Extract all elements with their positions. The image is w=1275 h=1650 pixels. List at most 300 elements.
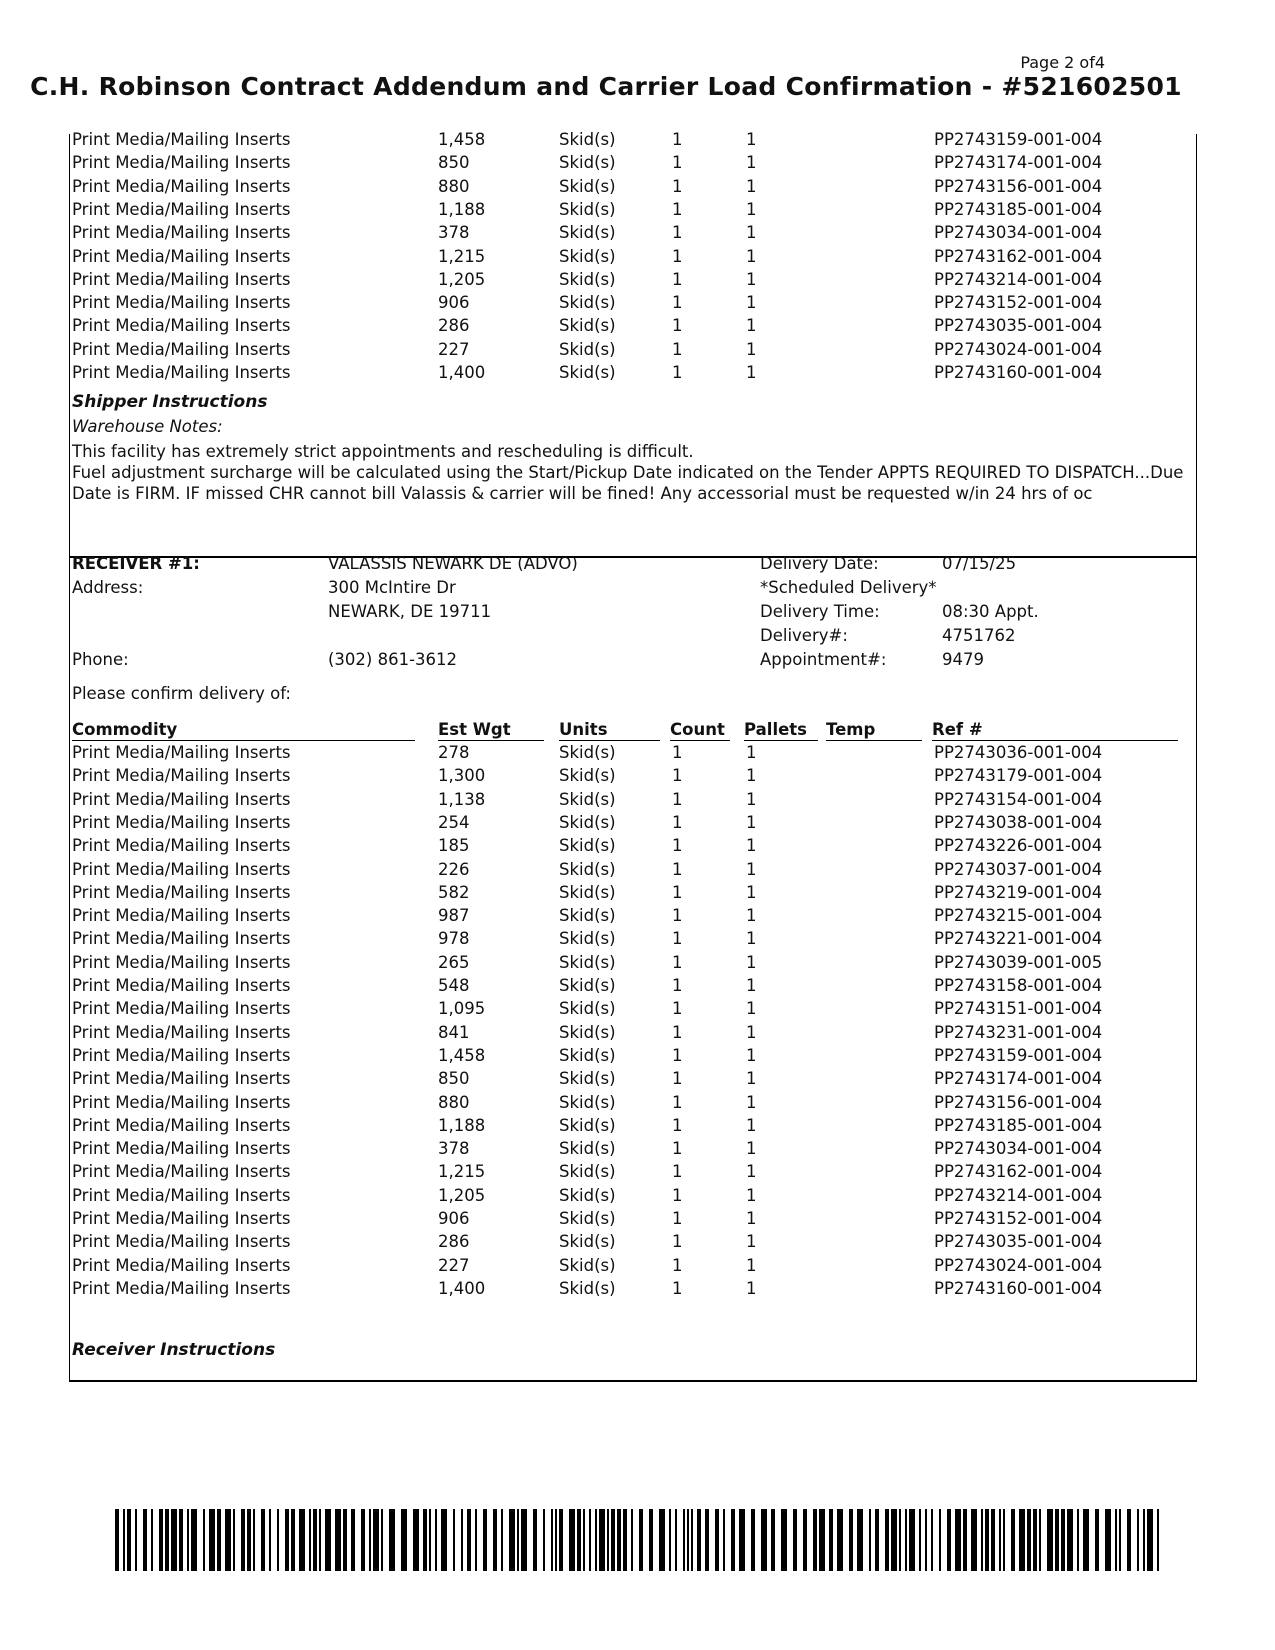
barcode-bar [555, 1509, 557, 1571]
barcode-bar [559, 1509, 563, 1571]
ref-cell: PP2743158-001-004 [934, 976, 1103, 995]
barcode-bar [1019, 1509, 1025, 1571]
barcode-bar [1115, 1509, 1117, 1571]
barcode-bar [1039, 1509, 1041, 1571]
table-row [70, 997, 1196, 1021]
est-wgt-cell: 378 [438, 1139, 470, 1159]
col-units: Units [559, 718, 660, 741]
commodity-cell: Print Media/Mailing Inserts [72, 223, 291, 243]
ref-cell: PP2743221-001-004 [934, 929, 1103, 949]
table-row [70, 268, 1196, 292]
commodity-cell: Print Media/Mailing Inserts [72, 316, 291, 336]
barcode-bar [731, 1509, 735, 1571]
est-wgt-cell: 906 [438, 293, 470, 313]
barcode-bar [261, 1509, 265, 1571]
commodity-cell: Print Media/Mailing Inserts [72, 789, 291, 809]
barcode-bar [589, 1509, 591, 1571]
pallets-cell: 1 [746, 812, 757, 832]
address-line-1: 300 McIntire Dr [328, 578, 456, 597]
barcode-bar [171, 1509, 177, 1571]
ref-cell: PP2743179-001-004 [934, 766, 1103, 786]
units-cell: Skid(s) [559, 199, 616, 219]
commodity-cell: Print Media/Mailing Inserts [72, 859, 291, 879]
barcode-bar [631, 1509, 633, 1571]
warehouse-note-2: Fuel adjustment surcharge will be calculated using the Start/Pickup Date indicated on the Tender APPTS REQUIRED TO DISPATCH...Due Date is FIRM. IF missed CHR cannot bill Valassis & carrier will be fined! Any accessorial must be requested w/in 24 hrs of oc [72, 463, 1184, 503]
barcode-bar [849, 1509, 853, 1571]
commodity-cell: Print Media/Mailing Inserts [72, 1092, 291, 1112]
barcode-bar [285, 1509, 289, 1571]
barcode-bar [1067, 1509, 1073, 1571]
table-row [70, 198, 1196, 222]
barcode-bar [461, 1509, 463, 1571]
est-wgt-cell: 278 [438, 743, 470, 762]
est-wgt-cell: 1,205 [438, 269, 486, 289]
commodity-cell: Print Media/Mailing Inserts [72, 1139, 291, 1159]
pallets-cell: 1 [746, 223, 757, 243]
barcode-bar [697, 1509, 701, 1571]
barcode-bar [793, 1509, 797, 1571]
pallets-cell: 1 [746, 836, 757, 856]
est-wgt-cell: 227 [438, 339, 470, 359]
barcode-bar [687, 1509, 689, 1571]
barcode-bar [899, 1509, 901, 1571]
barcode-bar [335, 1509, 341, 1571]
count-cell: 1 [672, 952, 683, 972]
barcode-bar [509, 1509, 515, 1571]
units-cell: Skid(s) [559, 952, 616, 972]
pallets-cell: 1 [746, 1069, 757, 1089]
ref-cell: PP2743024-001-004 [934, 1255, 1103, 1275]
pallets-cell: 1 [746, 1185, 757, 1205]
barcode-bar [985, 1509, 989, 1571]
pallets-cell: 1 [746, 130, 757, 149]
pallets-cell: 1 [746, 929, 757, 949]
shipper-instructions-heading: Shipper Instructions [72, 392, 268, 412]
barcode-bar [675, 1509, 677, 1571]
count-cell: 1 [672, 153, 683, 173]
receiver-section [69, 556, 1197, 1382]
page-number: Page 2 of4 [1020, 53, 1105, 72]
document-title: C.H. Robinson Contract Addendum and Carrier Load Confirmation - #521602501 [30, 72, 1182, 101]
barcode-bar [905, 1509, 907, 1571]
est-wgt-cell: 1,095 [438, 999, 486, 1019]
barcode-bar [771, 1509, 775, 1571]
barcode-bar [381, 1509, 383, 1571]
pallets-cell: 1 [746, 339, 757, 359]
est-wgt-cell: 254 [438, 812, 470, 832]
ref-cell: PP2743024-001-004 [934, 339, 1103, 359]
pallets-cell: 1 [746, 906, 757, 926]
table-row [70, 175, 1196, 199]
est-wgt-cell: 185 [438, 836, 470, 856]
delivery-date-value: 07/15/25 [942, 554, 1017, 573]
barcode-bar [829, 1509, 833, 1571]
barcode-bar [179, 1509, 183, 1571]
est-wgt-cell: 906 [438, 1209, 470, 1228]
units-cell: Skid(s) [559, 882, 616, 902]
table-row [70, 1277, 1196, 1301]
count-cell: 1 [672, 199, 683, 219]
est-wgt-cell: 1,215 [438, 1162, 486, 1182]
barcode-bar [247, 1509, 251, 1571]
barcode-bar [761, 1509, 767, 1571]
barcode-image [115, 1509, 1159, 1571]
est-wgt-cell: 1,400 [438, 1278, 486, 1298]
pallets-cell: 1 [746, 153, 757, 173]
count-cell: 1 [672, 882, 683, 902]
pallets-cell: 1 [746, 1255, 757, 1275]
pallets-cell: 1 [746, 1092, 757, 1112]
pallets-cell: 1 [746, 1139, 757, 1159]
barcode-bar [343, 1509, 347, 1571]
barcode-bar [669, 1509, 671, 1571]
count-cell: 1 [672, 1162, 683, 1182]
barcode-bar [551, 1509, 553, 1571]
ref-cell: PP2743039-001-005 [934, 952, 1103, 972]
address-label: Address: [72, 578, 144, 597]
barcode-bar [187, 1509, 189, 1571]
est-wgt-cell: 880 [438, 1092, 470, 1112]
table-row [70, 741, 1196, 765]
est-wgt-cell: 841 [438, 1022, 470, 1042]
phone-label: Phone: [72, 650, 129, 669]
barcode-bar [723, 1509, 725, 1571]
barcode-bar [837, 1509, 843, 1571]
barcode-bar [123, 1509, 125, 1571]
table-row [70, 1044, 1196, 1068]
table-row [70, 881, 1196, 905]
units-cell: Skid(s) [559, 859, 616, 879]
barcode-bar [313, 1509, 317, 1571]
ref-cell: PP2743219-001-004 [934, 882, 1103, 902]
ref-cell: PP2743185-001-004 [934, 199, 1103, 219]
commodity-cell: Print Media/Mailing Inserts [72, 130, 291, 149]
ref-cell: PP2743038-001-004 [934, 812, 1103, 832]
pallets-cell: 1 [746, 1232, 757, 1252]
count-cell: 1 [672, 812, 683, 832]
table-row [70, 361, 1196, 385]
units-cell: Skid(s) [559, 1115, 616, 1135]
units-cell: Skid(s) [559, 153, 616, 173]
pallets-cell: 1 [746, 1209, 757, 1228]
pallets-cell: 1 [746, 199, 757, 219]
barcode-bar [1095, 1509, 1099, 1571]
barcode-bar [1143, 1509, 1145, 1571]
scheduled-delivery-note: *Scheduled Delivery* [760, 578, 937, 597]
table-row [70, 221, 1196, 245]
barcode-bar [683, 1509, 685, 1571]
count-cell: 1 [672, 789, 683, 809]
est-wgt-cell: 286 [438, 1232, 470, 1252]
barcode-bar [389, 1509, 395, 1571]
barcode-bar [1137, 1509, 1139, 1571]
barcode-bar [955, 1509, 961, 1571]
barcode-bar [919, 1509, 921, 1571]
ref-cell: PP2743156-001-004 [934, 1092, 1103, 1112]
barcode-bar [115, 1509, 119, 1571]
est-wgt-cell: 378 [438, 223, 470, 243]
count-cell: 1 [672, 976, 683, 995]
units-cell: Skid(s) [559, 1209, 616, 1228]
units-cell: Skid(s) [559, 1255, 616, 1275]
commodity-cell: Print Media/Mailing Inserts [72, 1278, 291, 1298]
units-cell: Skid(s) [559, 176, 616, 196]
commodity-cell: Print Media/Mailing Inserts [72, 1069, 291, 1089]
col-est-wgt: Est Wgt [438, 718, 544, 741]
barcode-bar [1033, 1509, 1037, 1571]
ref-cell: PP2743226-001-004 [934, 836, 1103, 856]
barcode-bar [203, 1509, 205, 1571]
barcode-bar [253, 1509, 255, 1571]
col-count: Count [670, 718, 730, 741]
pallets-cell: 1 [746, 1115, 757, 1135]
count-cell: 1 [672, 859, 683, 879]
commodity-cell: Print Media/Mailing Inserts [72, 176, 291, 196]
units-cell: Skid(s) [559, 976, 616, 995]
barcode-bar [1047, 1509, 1053, 1571]
address-line-2: NEWARK, DE 19711 [328, 602, 492, 621]
barcode-bar [599, 1509, 605, 1571]
barcode-bar [127, 1509, 131, 1571]
units-cell: Skid(s) [559, 339, 616, 359]
barcode-bar [543, 1509, 545, 1571]
barcode-bar [705, 1509, 709, 1571]
count-cell: 1 [672, 1139, 683, 1159]
count-cell: 1 [672, 1115, 683, 1135]
barcode-bar [999, 1509, 1001, 1571]
table-row [70, 1207, 1196, 1231]
table-row [70, 245, 1196, 269]
pallets-cell: 1 [746, 1045, 757, 1065]
barcode-bar [981, 1509, 983, 1571]
commodity-cell: Print Media/Mailing Inserts [72, 952, 291, 972]
commodity-cell: Print Media/Mailing Inserts [72, 339, 291, 359]
pallets-cell: 1 [746, 1162, 757, 1182]
ref-cell: PP2743037-001-004 [934, 859, 1103, 879]
barcode-bar [159, 1509, 163, 1571]
barcode-bar [373, 1509, 379, 1571]
barcode-bar [441, 1509, 447, 1571]
barcode-bar [875, 1509, 879, 1571]
pallets-cell: 1 [746, 766, 757, 786]
barcode-bar [781, 1509, 787, 1571]
barcode-bar [925, 1509, 927, 1571]
ref-cell: PP2743151-001-004 [934, 999, 1103, 1019]
barcode-bar [1061, 1509, 1065, 1571]
est-wgt-cell: 1,458 [438, 130, 486, 149]
barcode-bar [891, 1509, 897, 1571]
table-row [70, 974, 1196, 998]
commodity-cell: Print Media/Mailing Inserts [72, 199, 291, 219]
units-cell: Skid(s) [559, 293, 616, 313]
table-row [70, 811, 1196, 835]
ref-cell: PP2743160-001-004 [934, 1278, 1103, 1298]
pallets-cell: 1 [746, 1022, 757, 1042]
count-cell: 1 [672, 1069, 683, 1089]
ref-cell: PP2743154-001-004 [934, 789, 1103, 809]
pallets-cell: 1 [746, 293, 757, 313]
est-wgt-cell: 582 [438, 882, 470, 902]
barcode-bar [617, 1509, 621, 1571]
units-cell: Skid(s) [559, 929, 616, 949]
count-cell: 1 [672, 1278, 683, 1298]
barcode-bar [225, 1509, 231, 1571]
count-cell: 1 [672, 246, 683, 266]
est-wgt-cell: 1,188 [438, 199, 486, 219]
barcode-bar [361, 1509, 365, 1571]
barcode-bar [649, 1509, 653, 1571]
commodity-cell: Print Media/Mailing Inserts [72, 153, 291, 173]
units-cell: Skid(s) [559, 223, 616, 243]
barcode-bar [1127, 1509, 1131, 1571]
table-row [70, 788, 1196, 812]
warehouse-notes-label: Warehouse Notes: [72, 417, 223, 436]
barcode-bar [423, 1509, 427, 1571]
est-wgt-cell: 1,300 [438, 766, 486, 786]
pallets-cell: 1 [746, 952, 757, 972]
commodity-cell: Print Media/Mailing Inserts [72, 999, 291, 1019]
ref-cell: PP2743156-001-004 [934, 176, 1103, 196]
ref-cell: PP2743159-001-004 [934, 1045, 1103, 1065]
units-cell: Skid(s) [559, 246, 616, 266]
table-row [70, 1114, 1196, 1138]
barcode-bar [369, 1509, 371, 1571]
delivery-number-value: 4751762 [942, 626, 1016, 645]
barcode-bar [1147, 1509, 1153, 1571]
table-row [70, 314, 1196, 338]
barcode-bar [751, 1509, 755, 1571]
appointment-value: 9479 [942, 650, 984, 669]
barcode-bar [577, 1509, 581, 1571]
barcode-bar [569, 1509, 575, 1571]
delivery-time-label: Delivery Time: [760, 602, 880, 621]
count-cell: 1 [672, 1232, 683, 1252]
barcode-bar [869, 1509, 871, 1571]
ref-cell: PP2743214-001-004 [934, 1185, 1103, 1205]
est-wgt-cell: 1,400 [438, 363, 486, 382]
units-cell: Skid(s) [559, 363, 616, 382]
barcode-bar [291, 1509, 295, 1571]
barcode-bar [595, 1509, 597, 1571]
pallets-cell: 1 [746, 789, 757, 809]
table-row [70, 764, 1196, 788]
count-cell: 1 [672, 906, 683, 926]
commodity-cell: Print Media/Mailing Inserts [72, 906, 291, 926]
delivery-date-label: Delivery Date: [760, 554, 879, 573]
ref-cell: PP2743036-001-004 [934, 743, 1103, 762]
barcode-bar [1055, 1509, 1059, 1571]
appointment-label: Appointment#: [760, 650, 887, 669]
commodity-cell: Print Media/Mailing Inserts [72, 1022, 291, 1042]
barcode-bar [217, 1509, 221, 1571]
col-temp: Temp [826, 718, 922, 741]
units-cell: Skid(s) [559, 1045, 616, 1065]
barcode-bar [533, 1509, 537, 1571]
count-cell: 1 [672, 1255, 683, 1275]
commodity-cell: Print Media/Mailing Inserts [72, 1115, 291, 1135]
barcode-bar [517, 1509, 519, 1571]
barcode-bar [991, 1509, 995, 1571]
barcode-bar [611, 1509, 615, 1571]
barcode-bar [269, 1509, 271, 1571]
est-wgt-cell: 987 [438, 906, 470, 926]
pallets-cell: 1 [746, 316, 757, 336]
pallets-cell: 1 [746, 999, 757, 1019]
units-cell: Skid(s) [559, 836, 616, 856]
barcode-bar [1011, 1509, 1015, 1571]
barcode-bar [803, 1509, 807, 1571]
barcode-bar [413, 1509, 419, 1571]
commodity-cell: Print Media/Mailing Inserts [72, 1162, 291, 1182]
commodity-cell: Print Media/Mailing Inserts [72, 929, 291, 949]
barcode-bar [475, 1509, 477, 1571]
barcode-bar [1105, 1509, 1111, 1571]
commodity-cell: Print Media/Mailing Inserts [72, 1185, 291, 1205]
count-cell: 1 [672, 223, 683, 243]
barcode-bar [277, 1509, 279, 1571]
units-cell: Skid(s) [559, 130, 616, 149]
ref-cell: PP2743159-001-004 [934, 130, 1103, 149]
barcode-bar [939, 1509, 941, 1571]
col-commodity: Commodity [72, 718, 415, 741]
units-cell: Skid(s) [559, 766, 616, 786]
count-cell: 1 [672, 339, 683, 359]
commodity-cell: Print Media/Mailing Inserts [72, 976, 291, 995]
table-row [70, 1021, 1196, 1045]
pallets-cell: 1 [746, 882, 757, 902]
delivery-time-value: 08:30 Appt. [942, 602, 1039, 621]
est-wgt-cell: 1,215 [438, 246, 486, 266]
commodity-cell: Print Media/Mailing Inserts [72, 1255, 291, 1275]
pallets-cell: 1 [746, 176, 757, 196]
commodity-cell: Print Media/Mailing Inserts [72, 836, 291, 856]
barcode-bar [493, 1509, 497, 1571]
barcode-bar [909, 1509, 915, 1571]
est-wgt-cell: 548 [438, 976, 470, 995]
barcode-bar [319, 1509, 321, 1571]
commodity-cell: Print Media/Mailing Inserts [72, 246, 291, 266]
table-row [70, 291, 1196, 315]
barcode-bar [1077, 1509, 1079, 1571]
commodity-cell: Print Media/Mailing Inserts [72, 1209, 291, 1228]
count-cell: 1 [672, 999, 683, 1019]
est-wgt-cell: 227 [438, 1255, 470, 1275]
barcode-bar [191, 1509, 197, 1571]
units-cell: Skid(s) [559, 1069, 616, 1089]
table-row [70, 1067, 1196, 1091]
ref-cell: PP2743152-001-004 [934, 293, 1103, 313]
pallets-cell: 1 [746, 269, 757, 289]
table-row [70, 1230, 1196, 1254]
pallets-cell: 1 [746, 363, 757, 382]
est-wgt-cell: 880 [438, 176, 470, 196]
est-wgt-cell: 226 [438, 859, 470, 879]
est-wgt-cell: 850 [438, 153, 470, 173]
table-row [70, 951, 1196, 975]
pallets-cell: 1 [746, 976, 757, 995]
est-wgt-cell: 850 [438, 1069, 470, 1089]
units-cell: Skid(s) [559, 812, 616, 832]
est-wgt-cell: 978 [438, 929, 470, 949]
barcode-bar [1157, 1509, 1159, 1571]
ref-cell: PP2743231-001-004 [934, 1022, 1103, 1042]
units-cell: Skid(s) [559, 316, 616, 336]
barcode-bar [963, 1509, 967, 1571]
est-wgt-cell: 1,458 [438, 1045, 486, 1065]
table-row [70, 1184, 1196, 1208]
barcode-bar [351, 1509, 355, 1571]
est-wgt-cell: 1,138 [438, 789, 486, 809]
